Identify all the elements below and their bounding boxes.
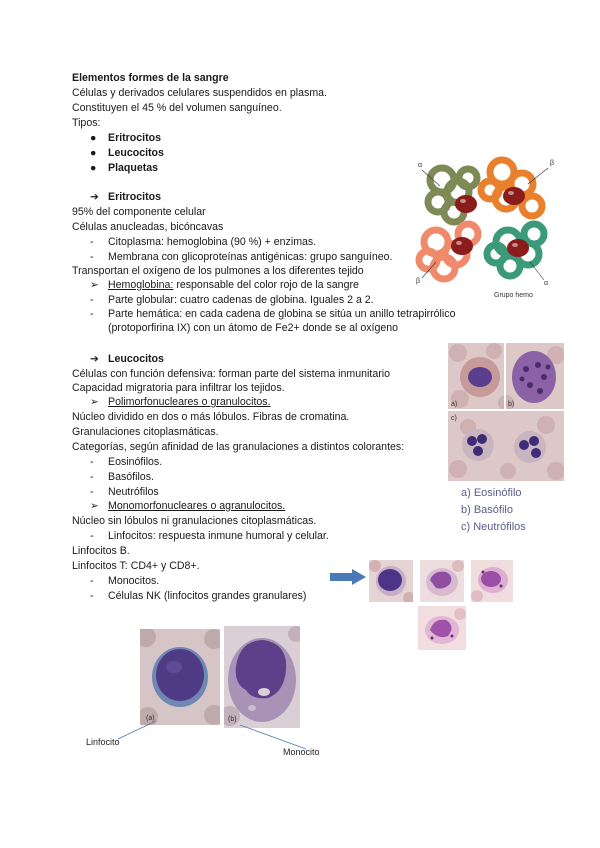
hemoglobina-desc: responsable del color rojo de la sangre [173,279,359,291]
beta-label: β [550,160,555,167]
text-line: Linfocitos T: CD4+ y CD8+. [72,560,200,572]
intro-line: Tipos: [72,117,101,129]
text-line: Capacidad migratoria para infiltrar los tejidos. [72,382,285,394]
arrowhead-marker: ➢ [90,500,99,512]
text-line: Linfocitos B. [72,545,130,557]
bullet-dot: ● [90,162,97,174]
hemoglobina-term: Hemoglobina: [108,279,174,291]
beta-label: β [416,278,421,285]
text-line: Transportan el oxígeno de los pulmones a los diferentes tejido [72,265,364,277]
tipo-item: Plaquetas [108,162,159,174]
legend-basofilo: b) Basófilo [461,504,513,516]
dash-marker: - [90,471,94,483]
dash-marker: - [90,236,94,248]
dash-item: Neutrófilos [108,486,159,498]
dash-marker: - [90,590,94,602]
monocyte-thumbnail [420,560,464,602]
panel-label: c) [451,415,457,422]
monocito-label: Monocito [283,747,320,757]
section-heading-eritrocitos: Eritrocitos [108,191,161,203]
alpha-label: α [544,280,549,287]
granulocytes-micrograph [448,343,564,481]
tipo-item: Eritrocitos [108,132,161,144]
dash-item: Citoplasma: hemoglobina (90 %) + enzimas. [108,236,317,248]
intro-line: Constituyen el 45 % del volumen sanguíneo. [72,102,282,114]
dash-marker: - [90,486,94,498]
subheading-monomorfonucleares: Monomorfonucleares o agranulocitos. [108,500,286,512]
dash-item: Membrana con glicoproteínas antigénicas: grupo sanguíneo. [108,251,393,263]
arrow-marker: ➔ [90,191,99,203]
dash-marker: - [90,308,94,320]
right-arrow-icon [330,569,366,585]
arrowhead-marker: ➢ [90,279,99,291]
intro-line: Células y derivados celulares suspendidos en plasma. [72,87,327,99]
granulocytes-illustration [448,343,564,481]
dash-item: Células NK (linfocitos grandes granulares) [108,590,307,602]
monocyte-micrograph [224,626,300,728]
panel-label: (b) [228,716,237,723]
subheading-polimorfonucleares: Polimorfonucleares o granulocitos. [108,396,271,408]
legend-neutrofilos: c) Neutrófilos [461,521,526,533]
text-line: Núcleo dividido en dos o más lóbulos. Fibras de cromatina. [72,411,350,423]
nk-cell-thumbnail [471,560,513,602]
text-line: (protoporfirina IX) con un átomo de Fe2+ donde se al oxígeno [108,322,399,334]
text-line: 95% del componente celular [72,206,206,218]
grupo-hemo-caption: Grupo hemo [494,292,533,299]
bullet-dot: ● [90,132,97,144]
arrow-marker: ➔ [90,353,99,365]
section-heading-leucocitos: Leucocitos [108,353,164,365]
dash-marker: - [90,530,94,542]
monocyte-illustration [224,626,300,728]
text-line: Células anucleadas, bicóncavas [72,221,224,233]
lymphocyte-thumbnail [369,560,413,602]
lymphocyte-illustration [140,629,220,725]
dash-item: Basófilos. [108,471,154,483]
hemoglobina-line [108,278,359,292]
page-title: Elementos formes de la sangre [72,72,229,84]
text-line: Núcleo sin lóbulos ni granulaciones citoplasmáticas. [72,515,317,527]
tipo-item: Leucocitos [108,147,164,159]
dash-item: Monocitos. [108,575,160,587]
dash-marker: - [90,456,94,468]
hemoglobin-figure [410,150,560,305]
alpha-label: α [418,162,423,169]
dash-item: Parte hemática: en cada cadena de globina se sitúa un anillo tetrapirrólico [108,308,456,320]
panel-label: (a) [146,715,155,722]
dash-marker: - [90,294,94,306]
dash-item: Linfocitos: respuesta inmune humoral y celular. [108,530,329,542]
dash-marker: - [90,575,94,587]
legend-eosinofilo: a) Eosinófilo [461,487,522,499]
text-line: Categorías, según afinidad de las granulaciones a distintos colorantes: [72,441,405,453]
panel-label: a) [451,401,458,408]
dash-item: Eosinófilos. [108,456,163,468]
hemoglobin-structure-illustration [410,150,560,305]
bullet-dot: ● [90,147,97,159]
linfocito-label: Linfocito [86,737,120,747]
lymphocyte-micrograph [140,629,220,725]
text-line: Granulaciones citoplasmáticas. [72,426,219,438]
panel-label: b) [508,401,515,408]
large-granular-lymphocyte-thumbnail [418,606,466,650]
dash-marker: - [90,251,94,263]
dash-item: Parte globular: cuatro cadenas de globina. Iguales 2 a 2. [108,294,374,306]
arrowhead-marker: ➢ [90,396,99,408]
text-line: Células con función defensiva: forman parte del sistema inmunitario [72,368,390,380]
